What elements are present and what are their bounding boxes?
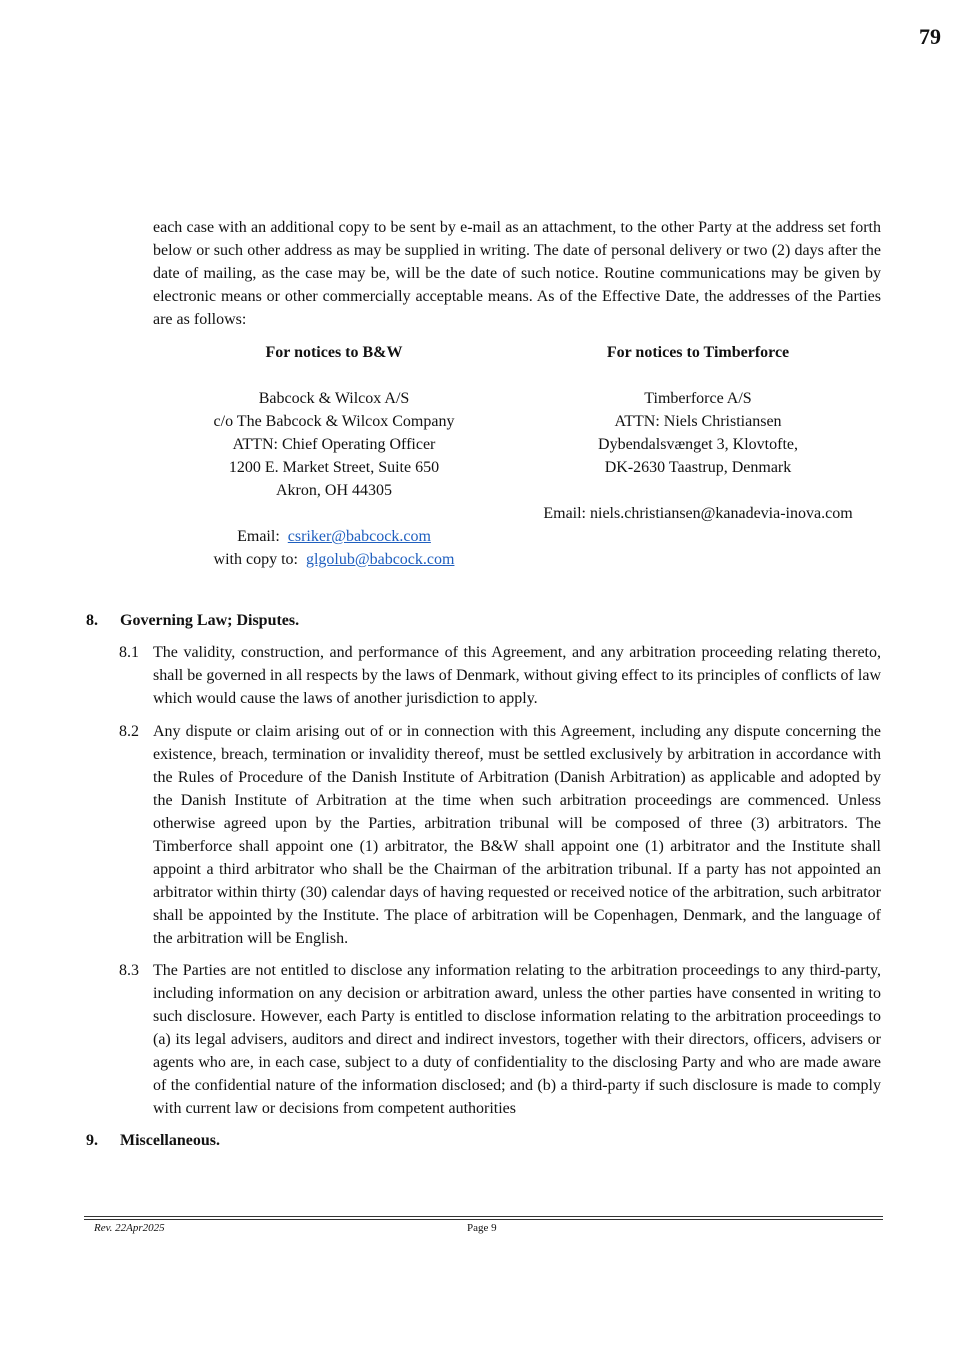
bw-address-line: c/o The Babcock & Wilcox Company	[213, 413, 455, 430]
clause-8-2	[119, 720, 881, 950]
clause-number: 8.2	[119, 723, 139, 740]
section-8-heading	[86, 609, 299, 632]
footer-divider	[84, 1216, 883, 1220]
clause-number: 8.3	[119, 962, 139, 979]
page-number: 79	[919, 24, 941, 49]
bw-copy-label: with copy to:	[213, 551, 298, 568]
timberforce-email: Email: niels.christiansen@kanadevia-inova.com	[543, 505, 853, 522]
section-9-heading	[86, 1129, 220, 1152]
intro-paragraph: each case with an additional copy to be sent by e-mail as an attachment, to the other Party at the address set forth below or such other address as may be supplied in writing. The date of personal delivery or two (2) days after the date of mailing, as the case may be, will be the date of such notice. Routine communications may be given by electronic means or other commercially acceptable means. As of the Effective Date, the addresses of the Parties are as follows:	[153, 219, 881, 328]
clause-text: The Parties are not entitled to disclose any information relating to the arbitration proceedings to any third-party, including information on any decision or arbitration award, unless the other parties have consented in writing to such disclosure. However, each Party is entitled to disclose information relating to the arbitration proceedings to (a) its legal advisers, auditors and direct and indirect investors, together with their directors, officers, advisers or agents who are, in each case, subject to a duty of confidentiality to the disclosing Party and who are made aware of the confidential nature of the information disclosed; and (b) a third-party if such disclosure is made to comply with current law or decisions from competent authorities	[153, 962, 881, 1117]
clause-text: Any dispute or claim arising out of or in connection with this Agreement, including any dispute concerning the existence, breach, termination or invalidity thereof, must be settled exclusively by arbitration in accordance with the Rules of Procedure of the Danish Institute of Arbitration (Danish Arbitration) as applicable and adopted by the Danish Institute of Arbitration at the time when such arbitration proceedings are commenced. Unless otherwise agreed upon by the Parties, arbitration tribunal will be composed of three (3) arbitrators. The Timberforce shall appoint one (1) arbitrator, the B&W shall appoint one (1) arbitrator and the Institute shall appoint a third arbitrator who shall be the Chairman of the arbitration tribunal. If a party has not appointed an arbitrator within thirty (30) calendar days of having requested or received notice of the arbitration, such arbitrator shall be appointed by the Institute. The place of arbitration will be Copenhagen, Denmark, and the language of the arbitration will be English.	[153, 723, 881, 947]
notices-timberforce-heading: For notices to Timberforce	[606, 344, 790, 361]
section-title: Governing Law; Disputes.	[120, 612, 300, 629]
bw-address-line: Akron, OH 44305	[276, 482, 392, 499]
timberforce-address-line: Timberforce A/S	[644, 390, 752, 407]
bw-email-label: Email:	[237, 528, 280, 545]
clause-text: The validity, construction, and performance of this Agreement, and any arbitration proceeding relating thereto, shall be governed in all respects by the laws of Denmark, without giving effect to its principles of conflicts of law which would cause the laws of another jurisdiction to apply.	[153, 644, 881, 707]
bw-email-link[interactable]: csriker@babcock.com	[287, 528, 431, 545]
clause-number: 8.1	[119, 644, 139, 661]
bw-copy-email-link[interactable]: glgolub@babcock.com	[305, 551, 455, 568]
bw-address-line: Babcock & Wilcox A/S	[258, 390, 410, 407]
footer-page-label: Page 9	[467, 1222, 497, 1234]
timberforce-address-line: ATTN: Niels Christiansen	[614, 413, 782, 430]
notices-bw-block	[184, 341, 484, 571]
section-number: 9.	[86, 1132, 98, 1149]
bw-email-row	[184, 525, 484, 548]
notices-bw-heading: For notices to B&W	[265, 344, 403, 361]
footer-revision: Rev. 22Apr2025	[94, 1222, 165, 1234]
bw-copy-row	[184, 548, 484, 571]
clause-8-1	[119, 641, 881, 710]
bw-address-line: ATTN: Chief Operating Officer	[232, 436, 436, 453]
section-number: 8.	[86, 612, 98, 629]
timberforce-address-line: DK-2630 Taastrup, Denmark	[604, 459, 792, 476]
timberforce-address-line: Dybendalsvænget 3, Klovtofte,	[598, 436, 798, 453]
clause-8-3	[119, 959, 881, 1120]
section-title: Miscellaneous.	[120, 1132, 220, 1149]
bw-address-line: 1200 E. Market Street, Suite 650	[228, 459, 440, 476]
notices-timberforce-block	[518, 341, 878, 525]
